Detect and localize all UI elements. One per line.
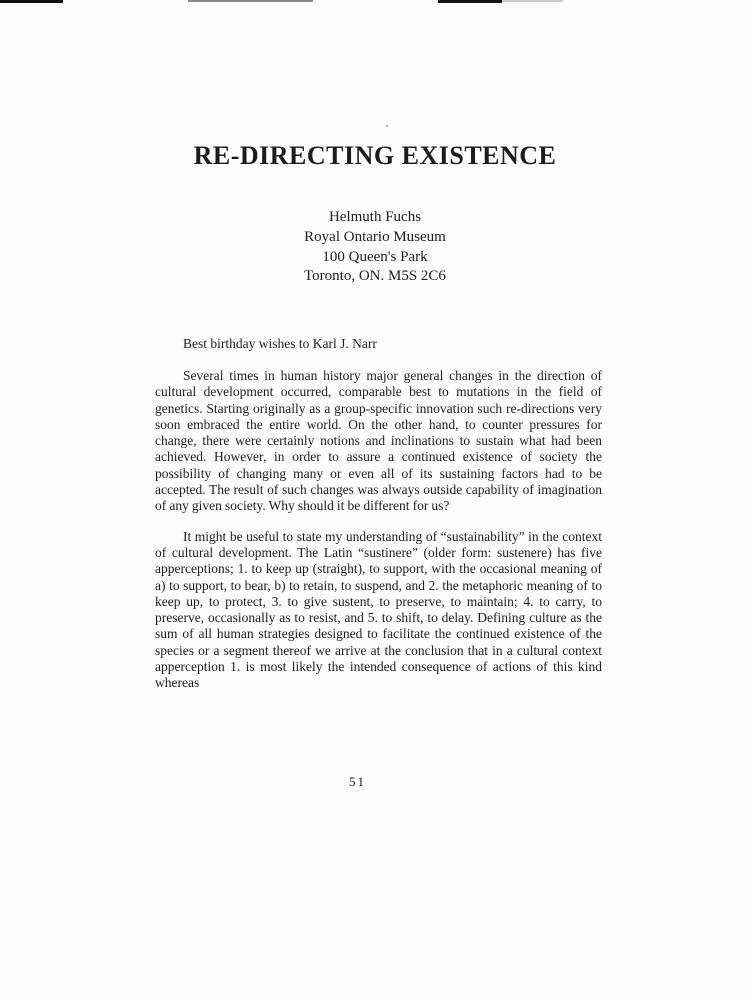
body-paragraphs <box>155 368 602 706</box>
author-line: Royal Ontario Museum <box>304 228 446 245</box>
author-line: Toronto, ON. M5S 2C6 <box>304 268 446 285</box>
scan-artifact-bar <box>188 0 313 2</box>
scan-artifact-speck <box>386 125 388 127</box>
paragraph: It might be useful to state my understanding of “sustainability” in the context of cultural development. The Latin “sustinere” (older form: sustenere) has five apperceptions; 1. to keep up (straight), to support, with the occasional meaning of a) to support, to bear, b) to retain, to suspend, and 2. the metaphoric meaning of to keep up, to protect, 3. to give sustent, to preserve, to maintain; 4. to carry, to preserve, occasionally as to resist, and 5. to shift, to delay. Defining culture as the sum of all human strategies designed to facilitate the continued existence of the species or a segment thereof we arrive at the conclusion that in a cultural context apperception 1. is most likely the intended consequence of actions of this kind whereas <box>155 528 602 691</box>
author-line: 100 Queen's Park <box>322 248 428 265</box>
page-number: 51 <box>349 774 366 789</box>
scan-artifact-bar <box>438 0 502 3</box>
page-title: RE-DIRECTING EXISTENCE <box>193 141 557 170</box>
scan-artifact-bar <box>0 0 63 3</box>
dedication-text: Best birthday wishes to Karl J. Narr <box>183 336 377 351</box>
paragraph: Several times in human history major general changes in the direction of cultural development occurred, comparable best to mutations in the field of genetics. Starting originally as a group-specific innovation such re-directions very soon embraced the entire world. On the other hand, to counter pressures for change, there were certainly notions and inclinations to sustain what had been achieved. However, in order to assure a continued existence of society the possibility of changing many or even all of its sustaining factors had to be accepted. The result of such changes was always outside capability of imagination of any given society. Why should it be different for us? <box>155 368 602 514</box>
scan-artifact-bar <box>502 0 563 2</box>
author-line: Helmuth Fuchs <box>328 209 422 225</box>
author-block <box>130 208 620 287</box>
